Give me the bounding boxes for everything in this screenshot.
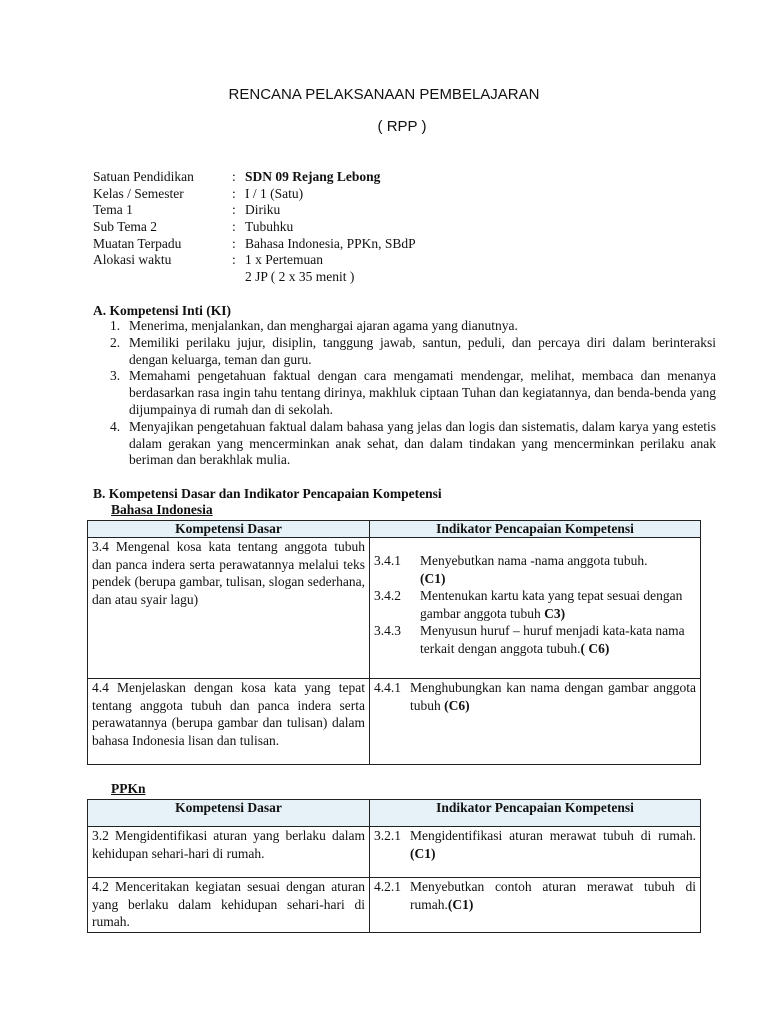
kd-text: 4.2 Menceritakan kegiatan sesuai dengan aturan yang berlaku dalam kehidupan sehari-hari di rumah. [92,879,365,929]
table-header-kd: Kompetensi Dasar [88,521,370,538]
ki-text: Memiliki perilaku jujur, disiplin, tanggung jawab, santun, peduli, dan percaya diri dalam berinteraksi dengan keluarga, teman dan guru. [129,334,716,367]
table-row [88,827,701,878]
indicator-desc: Menyebutkan contoh aturan merawat tubuh di rumah. [410,879,696,912]
indicator-number: 4.4.1 [374,680,401,695]
indicator-text [420,587,696,622]
indicator-desc: Mentenukan kartu kata yang tepat sesuai dengan gambar anggota tubuh [420,588,683,621]
ki-number: 3. [110,368,121,384]
identity-value: Bahasa Indonesia, PPKn, SBdP [245,235,416,251]
ki-number: 4. [110,418,121,434]
identity-value: Diriku [245,202,281,218]
identity-value: Tubuhku [245,219,294,235]
indicator-level: (C1) [410,845,436,861]
indicator-cell [370,538,701,679]
table-header-indicator: Indikator Pencapaian Kompetensi [370,800,701,827]
identity-label: Alokasi waktu [93,252,172,268]
identity-value: 2 JP ( 2 x 35 menit ) [245,269,355,285]
identity-label: Kelas / Semester [93,185,184,201]
identity-separator: : [232,252,236,268]
indicator-desc: Mengidentifikasi aturan merawat tubuh di rumah. [410,828,696,843]
indicator-level: (C1) [447,896,474,912]
indicator-item [374,679,696,714]
indicator-level: (C6) [444,697,470,713]
kd-cell [88,827,370,878]
identity-value: SDN 09 Rejang Lebong [245,169,381,184]
indicator-number: 3.2.1 [374,828,401,843]
identity-separator: : [232,185,236,201]
indicator-level: ( C6) [580,640,610,656]
identity-label: Sub Tema 2 [93,219,158,235]
subject-ppkn: PPKn [111,781,146,796]
indicator-number: 4.2.1 [374,879,401,894]
kd-text: 3.2 Mengidentifikasi aturan yang berlaku dalam kehidupan sehari-hari di rumah. [92,828,365,861]
identity-row [93,186,416,203]
ki-list [110,318,716,469]
document-subtitle: ( RPP ) [377,118,427,135]
indicator-level: C3) [544,605,566,621]
identity-value: 1 x Pertemuan [245,252,323,268]
indicator-text [420,622,696,657]
identity-row [93,269,416,286]
indicator-item [374,827,696,862]
bahasa-indonesia-table [87,520,701,765]
indicator-number: 3.4.1 [374,553,401,568]
indicator-item [374,622,696,657]
indicator-cell [370,679,701,765]
identity-row [93,252,416,269]
identity-separator: : [232,219,236,235]
indicator-text [410,827,696,862]
table-row [88,679,701,765]
indicator-desc: Menghubungkan kan nama dengan gambar anggota tubuh [410,680,696,713]
kd-cell [88,679,370,765]
indicator-text [410,679,696,714]
identity-separator [232,269,245,286]
section-b-title: B. Kompetensi Dasar dan Indikator Pencapaian Kompetensi [93,486,442,501]
identity-block [93,169,416,286]
identity-label: Tema 1 [93,202,133,218]
identity-label: Muatan Terpadu [93,235,182,251]
ki-item [110,318,716,335]
identity-separator: : [232,169,236,184]
identity-row [93,236,416,253]
ppkn-table [87,799,701,933]
document-title: RENCANA PELAKSANAAN PEMBELAJARAN [228,86,540,103]
kd-text: 3.4 Mengenal kosa kata tentang anggota tubuh dan panca indera serta perawatannya melalui teks pendek (berupa gambar, tulisan, slogan sederhana, dan atau syair lagu) [92,539,365,607]
indicator-text [420,552,696,587]
subject-bahasa-indonesia: Bahasa Indonesia [111,502,213,517]
identity-separator: : [232,235,236,251]
ki-text: Menyajikan pengetahuan faktual dalam bahasa yang jelas dan logis dan sistematis, dalam karya yang estetis dalam gerakan yang mencerminkan anak sehat, dan dalam tindakan yang mencerminkan perilaku anak beriman dan berakhlak mulia. [129,418,716,468]
identity-row [93,219,416,236]
indicator-cell [370,878,701,933]
ki-item [110,419,716,469]
identity-label: Satuan Pendidikan [93,169,194,184]
indicator-item [374,878,696,913]
indicator-desc: Menyebutkan nama -nama anggota tubuh. [420,553,648,568]
identity-label [93,269,232,286]
ki-text: Memahami pengetahuan faktual dengan cara mengamati mendengar, melihat, membaca dan menanya berdasarkan rasa ingin tahu tentang dirinya, makhluk ciptaan Tuhan dan kegiatannya, dan benda-benda yang dijumpainya di rumah dan di sekolah. [129,368,716,417]
identity-value: I / 1 (Satu) [245,185,304,201]
indicator-item [374,587,696,622]
identity-row [93,169,416,186]
identity-separator: : [232,202,236,218]
indicator-level: (C1) [420,570,446,586]
ki-number: 1. [110,318,121,333]
ki-item [110,368,716,418]
ki-number: 2. [110,334,121,350]
table-header-indicator: Indikator Pencapaian Kompetensi [370,521,701,538]
indicator-desc: Menyusun huruf – huruf menjadi kata-kata nama terkait dengan anggota tubuh. [420,623,685,656]
kd-text: 4.4 Menjelaskan dengan kosa kata yang tepat tentang anggota tubuh dan panca indera serta perawatannya (berupa gambar dan tulisan) dalam bahasa Indonesia lisan dan tulisan. [92,680,365,748]
kd-cell [88,538,370,679]
indicator-number: 3.4.3 [374,623,401,638]
identity-row [93,202,416,219]
ki-item [110,335,716,369]
table-header-kd: Kompetensi Dasar [88,800,370,827]
indicator-item [374,552,696,587]
indicator-cell [370,827,701,878]
kd-cell [88,878,370,933]
indicator-text [410,878,696,913]
ki-text: Menerima, menjalankan, dan menghargai ajaran agama yang dianutnya. [129,318,518,333]
indicator-number: 3.4.2 [374,588,401,603]
table-row [88,878,701,933]
section-a-title: A. Kompetensi Inti (KI) [93,303,231,318]
table-row [88,538,701,679]
